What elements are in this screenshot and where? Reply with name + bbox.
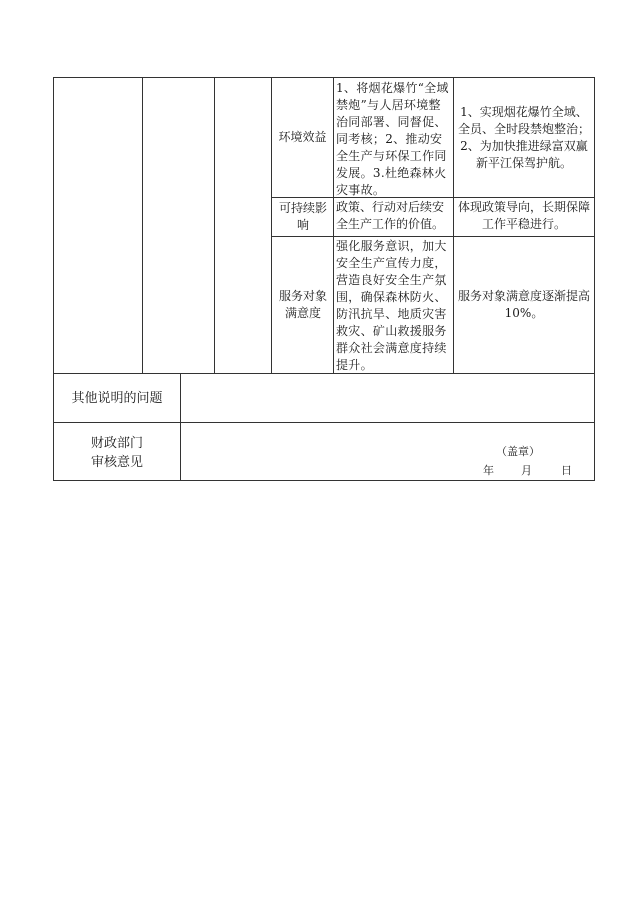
content-cell: 1、将烟花爆竹“全域禁炮”与人居环境整治同部署、同督促、同考核；2、推动安全生产与环保工作同发展。3.杜绝森林火灾事故。 [336, 81, 449, 197]
target-cell: 体现政策导向，长期保障工作平稳进行。 [457, 200, 590, 231]
finance-review-label-line1: 财政部门 [90, 436, 143, 451]
date-day: 日 [561, 464, 572, 477]
indicator-label: 可持续影响 [278, 201, 327, 232]
date-year: 年 [483, 464, 494, 477]
finance-review-label [54, 434, 180, 472]
row-divider [53, 422, 595, 423]
column-divider [214, 77, 215, 373]
target-cell: 服务对象满意度逐渐提高10%。 [458, 289, 591, 320]
indicator-cell [276, 198, 330, 236]
content-cell: 政策、行动对后续安全生产工作的价值。 [336, 200, 445, 231]
indicator-cell [272, 78, 333, 197]
table-border-right [594, 77, 595, 481]
date-month: 月 [521, 464, 532, 477]
column-divider [180, 373, 181, 481]
content-cell: 强化服务意识，加大安全生产宣传力度，营造良好安全生产氛围，确保森林防火、防汛抗旱、地质灾害救灾、矿山救援服务群众社会满意度持续提升。 [336, 239, 447, 372]
column-divider [453, 77, 454, 373]
column-divider [333, 77, 334, 373]
indicator-label: 服务对象满意度 [278, 289, 327, 320]
table-border-bottom [53, 480, 595, 481]
column-divider [142, 77, 143, 373]
seal-text: （盖章） [496, 445, 540, 458]
other-notes-label: 其他说明的问题 [71, 390, 163, 406]
target-cell: 1、实现烟花爆竹全域、全员、全时段禁炮整治；2、为加快推进绿富双赢新平江保驾护航。 [457, 105, 590, 170]
indicator-cell [278, 237, 328, 373]
finance-review-label-line2: 审核意见 [90, 455, 143, 470]
indicator-label: 环境效益 [278, 130, 327, 144]
